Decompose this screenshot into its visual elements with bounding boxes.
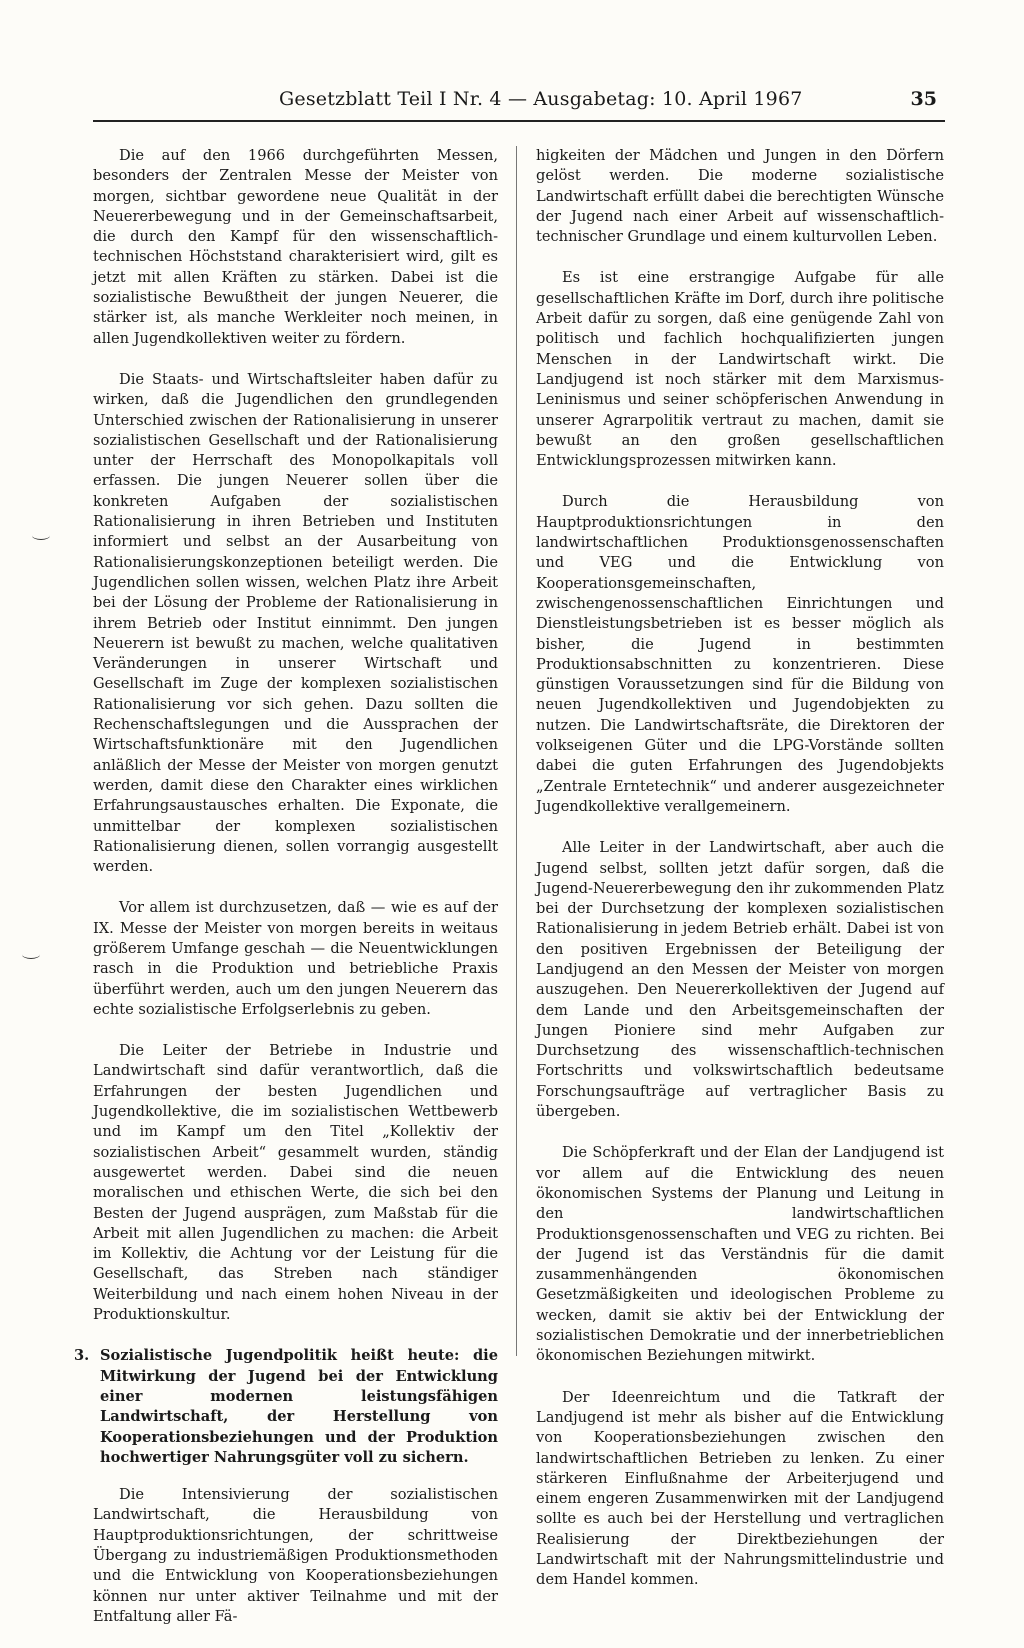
page-header <box>93 86 945 122</box>
paragraph: Die Leiter der Betriebe in Industrie und Landwirtschaft sind dafür verantwortlich, daß die Erfahrungen der besten Jugendlichen und Jugendkollektive, die im sozialistischen Wettbewerb und im Kampf um den Titel „Kollektiv der sozialistischen Arbeit“ gesammelt wurden, ständig ausgewertet werden. Dabei sind die neuen moralischen und ethischen Werte, die sich bei den Besten der Jugend ausprägen, zum Maßstab für die Arbeit mit allen Jugendlichen zu machen: die Arbeit im Kollektiv, die Achtung vor der Leistung für die Gesellschaft, das Streben nach ständiger Weiterbildung und nach einem hohen Niveau in der Produktionskultur. <box>93 1042 498 1324</box>
paragraph: Der Ideenreichtum und die Tatkraft der Landjugend ist mehr als bisher auf die Entwicklung von Kooperationsbeziehungen zwischen den landwirtschaftlichen Betrieben zu lenken. Zu einer stärkeren Einflußnahme der Arbeiterjugend und einem engeren Zusammenwirken mit der Landjugend sollte es auch bei der Herstellung und vertraglichen Realisierung der Direktbeziehungen der Landwirtschaft mit der Nahrungsmittelindustrie und dem Handel kommen. <box>536 1388 944 1589</box>
section-number: 3. <box>74 1347 90 1365</box>
paragraph: Die Intensivierung der sozialistischen Landwirtschaft, die Herausbildung von Hauptproduktionsrichtungen, der schrittweise Übergang zu industriemäßigen Produktionsmethoden und die Entwicklung von Kooperationsbeziehungen können nur unter aktiver Teilnahme und mit der Entfaltung aller Fä- <box>93 1486 498 1625</box>
header-title: Gesetzblatt Teil I Nr. 4 — Ausgabetag: 10. April 1967 <box>279 88 803 110</box>
paragraph: Vor allem ist durchzusetzen, daß — wie es auf der IX. Messe der Meister von morgen bereits in weitaus größerem Umfange geschah — die Neuentwicklungen rasch in die Produktion und betriebliche Praxis überführt werden, auch um den jungen Neuerern das echte sozialistische Erfolgserlebnis zu geben. <box>93 899 498 1018</box>
page-number: 35 <box>910 88 937 110</box>
paragraph: Die auf den 1966 durchgeführten Messen, besonders der Zentralen Messe der Meister von morgen, sichtbar gewordene neue Qualität in der Neuererbewegung und in der Gemeinschaftsarbeit, die durch den Kampf für den wissenschaftlich-technischen Höchststand charakterisiert wird, gilt es jetzt mit allen Kräften zu stärken. Dabei ist die sozialistische Bewußtheit der jungen Neuerer, die stärker ist, als manche Werkleiter noch meinen, in allen Jugendkollektiven weiter zu fördern. <box>93 147 498 347</box>
left-column <box>74 146 498 1648</box>
paragraph: Alle Leiter in der Landwirtschaft, aber auch die Jugend selbst, sollten jetzt dafür sorgen, daß die Jugend-Neuererbewegung den ihr zukommenden Platz bei der Durchsetzung der komplexen sozialistischen Rationalisierung in jedem Betrieb erhält. Dabei ist von den positiven Ergebnissen der Beteiligung der Landjugend an den Messen der Meister von morgen auszugehen. Den Neuererkollektiven der Jugend auf dem Lande und den Arbeitsgemeinschaften der Jungen Pioniere sind mehr Aufgaben zur Durchsetzung des wissenschaftlich-technischen Fortschritts und volkswirtschaftlich bedeutsame Forschungsaufträge auf vertraglicher Basis zu übergeben. <box>536 839 944 1121</box>
section-heading: Sozialistische Jugendpolitik heißt heute: die Mitwirkung der Jugend bei der Entwicklung einer modernen leistungsfähigen Landwirtschaft, der Herstellung von Kooperationsbeziehungen und der Produktion hochwertiger Nahrungsgüter voll zu sichern. <box>100 1347 498 1466</box>
paragraph: Durch die Herausbildung von Hauptproduktionsrichtungen in den landwirtschaftlichen Produktionsgenossenschaften und VEG und die Entwicklung von Kooperationsgemeinschaften, zwischengenossenschaftlichen Einrichtungen und Dienstleistungsbetrieben ist es besser möglich als bisher, die Jugend in bestimmten Produktionsabschnitten zu konzentrieren. Diese günstigen Voraussetzungen sind für die Bildung von neuen Jugendkollektiven und Jugendobjekten zu nutzen. Die Landwirtschaftsräte, die Direktoren der volkseigenen Güter und die LPG-Vorstände sollten dabei die guten Erfahrungen des Jugendobjekts „Zentrale Erntetechnik“ und anderer ausgezeichneter Jugendkollektive verallgemeinern. <box>536 493 944 815</box>
paragraph: Die Schöpferkraft und der Elan der Landjugend ist vor allem auf die Entwicklung des neuen ökonomischen Systems der Planung und Leitung in den landwirtschaftlichen Produktionsgenossenschaften und VEG zu richten. Bei der Jugend ist das Verständnis für die damit zusammenhängenden ökonomischen Gesetzmäßigkeiten und ideologischen Probleme zu wecken, damit sie aktiv bei der Entwicklung der sozialistischen Demokratie und der innerbetrieblichen ökonomischen Beziehungen mitwirkt. <box>536 1144 944 1365</box>
paragraph: Die Staats- und Wirtschaftsleiter haben dafür zu wirken, daß die Jugendlichen den grundlegenden Unterschied zwischen der Rationalisierung in unserer sozialistischen Gesellschaft und der Rationalisierung unter der Herrschaft des Monopolkapitals voll erfassen. Die jungen Neuerer sollen über die konkreten Aufgaben der sozialistischen Rationalisierung in ihren Betrieben und Instituten informiert und selbst an der Ausarbeitung von Rationalisierungskonzeptionen beteiligt werden. Die Jugendlichen sollen wissen, welchen Platz ihre Arbeit bei der Lösung der Probleme der Rationalisierung in ihrem Betrieb oder Institut einnimmt. Den jungen Neuerern ist bewußt zu machen, welche qualitativen Veränderungen in unserer Wirtschaft und Gesellschaft im Zuge der komplexen sozialistischen Rationalisierung vor sich gehen. Dazu sollten die Rechenschaftslegungen und die Aussprachen der Wirtschaftsfunktionäre mit den Jugendlichen anläßlich der Messe der Meister von morgen genutzt werden, damit diese den Charakter eines wirklichen Erfahrungsaustausches erhalten. Die Exponate, die unmittelbar der komplexen sozialistischen Rationalisierung dienen, sollen vorrangig ausgestellt werden. <box>93 370 498 876</box>
section-3 <box>74 1346 498 1468</box>
paragraph-continuation: higkeiten der Mädchen und Jungen in den Dörfern gelöst werden. Die moderne sozialistische Landwirtschaft erfüllt dabei die berechtigten Wünsche der Jugend nach einer Arbeit auf wissenschaftlich-technischer Grundlage und einem kulturvollen Leben. <box>536 147 944 246</box>
margin-mark <box>22 950 40 959</box>
right-column <box>536 146 944 1612</box>
column-divider <box>516 146 517 1356</box>
paragraph: Es ist eine erstrangige Aufgabe für alle gesellschaftlichen Kräfte im Dorf, durch ihre politische Arbeit dafür zu sorgen, daß eine genügende Zahl von politisch und fachlich hochqualifizierten jungen Menschen in der Landwirtschaft wirkt. Die Landjugend ist noch stärker mit dem Marxismus-Leninismus und seiner schöpferischen Anwendung in unserer Agrarpolitik vertraut zu machen, damit sie bewußt an den großen gesellschaftlichen Entwicklungsprozessen mitwirken kann. <box>536 269 944 470</box>
margin-mark <box>32 531 50 540</box>
